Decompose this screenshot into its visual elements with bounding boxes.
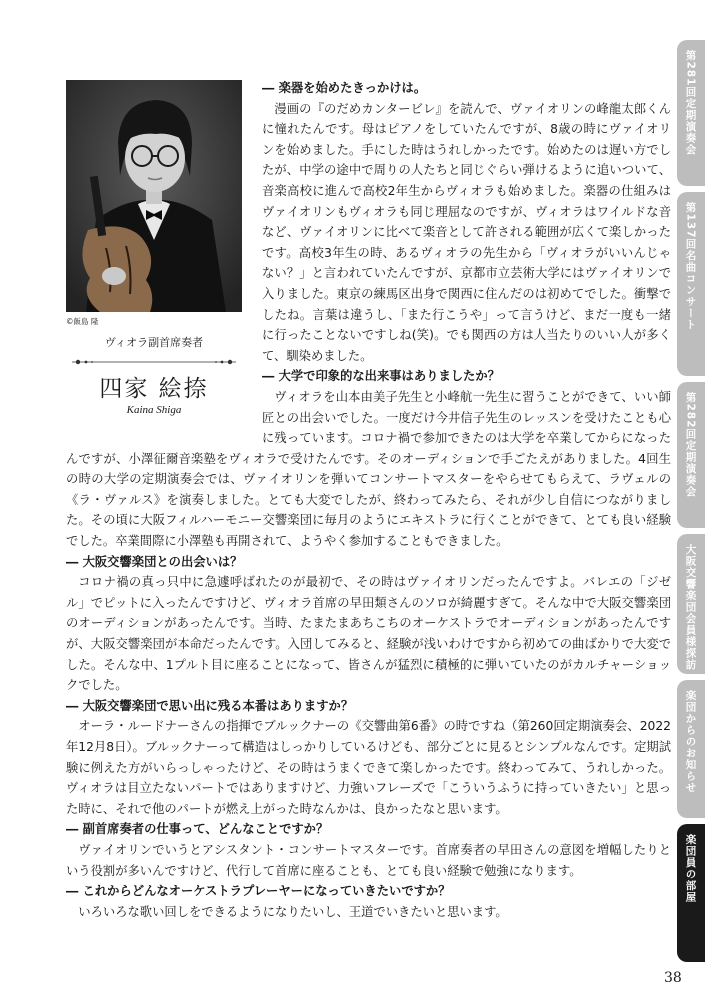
- question-heading: ― 大阪交響楽団で思い出に残る本番はありますか？: [66, 698, 354, 713]
- answer-paragraph: いろいろな歌い回しをできるようになりたいし、王道でいきたいと思います。: [78, 904, 508, 919]
- member-name-romaji: Kaina Shiga: [126, 404, 182, 416]
- question-heading: ― 楽器を始めたきっかけは。: [262, 81, 427, 95]
- tab-label: 大阪交響楽団会員様探訪: [684, 544, 697, 671]
- tab-concert-282[interactable]: [677, 382, 705, 528]
- tab-member-visit[interactable]: [677, 534, 705, 674]
- tab-label: 第137回名曲コンサート: [684, 202, 697, 331]
- member-role: ヴィオラ副首席奏者: [104, 336, 204, 349]
- tab-label: 楽団からのお知らせ: [684, 690, 697, 794]
- answer-paragraph: 漫画の『のだめカンタービレ』を読んで、ヴァイオリンの峰龍太郎くんに憧れたんです。母はピアノをしていたんですが、8歳の時にヴァイオリンを始めました。手にした時はうれしかったです。始めたのは遅い方でしたが、中学の途中で周りの人たちと同じぐらい弾けるように追いついて、音楽高校に進んで高校2年生からヴィオラも始めました。楽器の仕組みはヴァイオリンもヴィオラも同じ理屈なのですが、ヴィオラはワイルドな音など、ヴァイオリンに比べて楽音として許される範囲が広くて楽しかったです。高校3年生の時、あるヴィオラの先生から「ヴィオラがいいんじゃない？」と言われていたんですが、京都市立芸術大学にはヴァイオリンで入りました。東京の練馬区出身で関西に住んだのは初めてでした。衝撃でしたね。言葉は違うし、「また行こうや」って言うけど、まだ一度も一緒に行ったことないですしね(笑)。でも関西の方は人当たりのいい人が多くて、馴染めました。: [262, 101, 671, 363]
- answer-paragraph: オーラ・ルードナーさんの指揮でブルックナーの《交響曲第6番》の時ですね（第260回定期演奏会、2022年12月8日）。ブルックナーって構造はしっかりしているけども、部分ごとに見るとシンプルなんです。定期試験に例えた方がいらっしゃったけど、その時はうまくできて楽しかったです。終わってみて、うれしかった。ヴィオラは目立たないパートではありますけど、力強いフレーズで「こういうふうに持っていきたい」と思った時に、それで他のパートが燃え上がった時なんかは、良かったなと思います。: [66, 719, 671, 816]
- tab-label: 第282回定期演奏会: [684, 392, 697, 498]
- tab-meikyoku-137[interactable]: [677, 192, 705, 376]
- question-heading: ― 大阪交響楽団との出会いは？: [66, 554, 243, 569]
- tab-concert-281[interactable]: [677, 40, 705, 186]
- question-heading: ― これからどんなオーケストラプレーヤーになっていきたいですか？: [66, 884, 451, 899]
- interview-article: [66, 78, 671, 922]
- question-heading: ― 副首席奏者の仕事って、どんなことですか？: [66, 822, 329, 837]
- page-number: 38: [664, 970, 682, 986]
- photo-credit: ©飯島 隆: [66, 317, 99, 326]
- tab-label: 第281回定期演奏会: [684, 50, 697, 156]
- answer-paragraph: ヴィオラを山本由美子先生と小峰航一先生に習うことができて、いい師匠との出会いでした。一度だけ今井信子先生のレッスンを受けたことも心に残っています。コロナ禍で参加できたのは大学を卒業してからになったんですが、小澤征爾音楽塾をヴィオラで受けたんです。そのオーディションで手ごたえがありました。4回生の時の大学の定期演奏会では、ヴァイオリンを弾いてコンサートマスターをやらせてもらえて、ラヴェルの《ラ・ヴァルス》を演奏しました。とても大変でしたが、終わってみたら、それが少し自信につながりました。その頃に大阪フィルハーモニー交響楽団に毎月のようにエキストラに行くことができて、とても良い経験でした。卒業間際に小澤塾も再開されて、ようやく参加することもできました。: [66, 389, 671, 549]
- tab-label: 楽団員の部屋: [684, 834, 697, 903]
- answer-paragraph: ヴァイオリンでいうとアシスタント・コンサートマスターです。首席奏者の早田さんの意図を増幅したりという役割が多いんですけど、代行して首席に座ることも、とても良い経験で勉強になります。: [66, 842, 671, 878]
- answer-paragraph: コロナ禍の真っ只中に急遽呼ばれたのが最初で、その時はヴァイオリンだったんですよ。バレエの「ジゼル」でピットに入ったんですけど、ヴィオラ首席の早田類さんのソロが綺麗すぎて。そんな中で大阪交響楽団のオーディションがあったんです。当時、たまたまあちこちのオーケストラでオーディションがあったんですが、大阪交響楽団が本命だったんです。入団してみると、経験が浅いわけですから初めての曲ばかりで大変でした。そんな中、1プルト目に座ることになって、皆さんが猛烈に積極的に弾いていたのがカルチャーショックでした。: [66, 575, 671, 693]
- tab-news[interactable]: [677, 680, 705, 818]
- question-heading: ― 大学で印象的な出来事はありましたか？: [262, 369, 500, 384]
- member-name: 四家 絵捺: [99, 376, 209, 402]
- tab-members-room[interactable]: [677, 824, 705, 962]
